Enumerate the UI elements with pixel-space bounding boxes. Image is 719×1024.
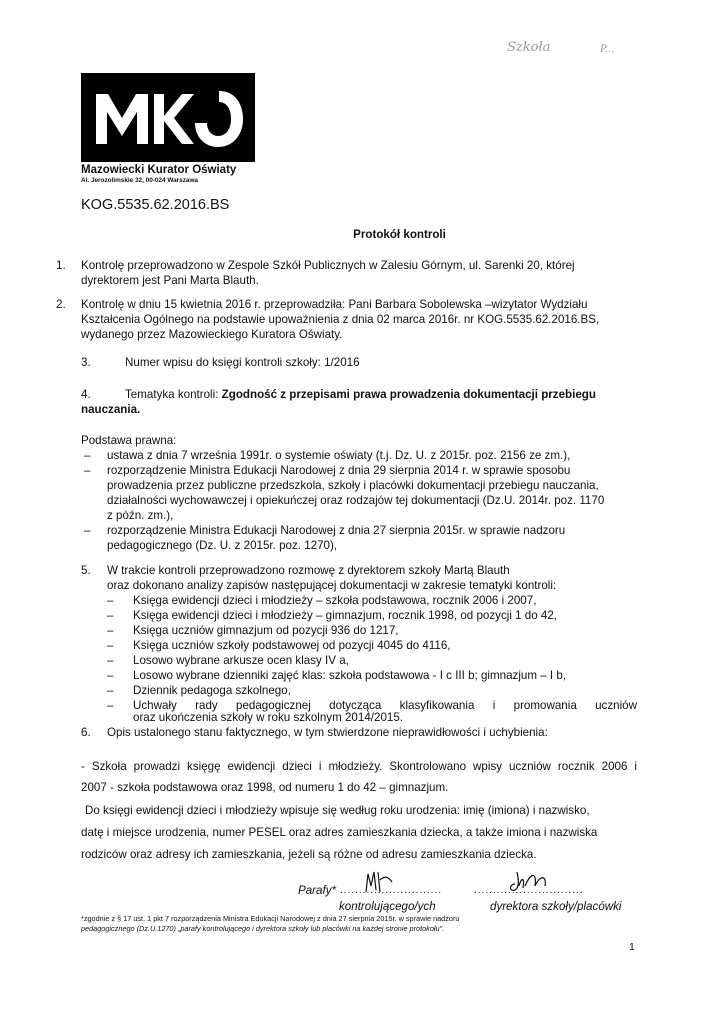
mko-logo bbox=[81, 73, 255, 162]
doc-dash-2: – bbox=[107, 609, 114, 622]
handwritten-note-2: P... bbox=[600, 44, 615, 55]
item-4-number: 4. bbox=[81, 388, 91, 401]
dash-3: – bbox=[84, 524, 91, 537]
item-4-label: Tematyka kontroli: bbox=[125, 388, 222, 401]
doc-dash-3: – bbox=[107, 624, 114, 637]
document-title: Protokół kontroli bbox=[353, 228, 446, 241]
legal-basis-2-line-3: działalności wychowawczej i opiekuńczej oraz rodzajów tej dokumentacji (Dz.U. 2014r. poz. 1170 bbox=[107, 494, 605, 507]
doc-dash-4: – bbox=[107, 639, 114, 652]
item-1-line-1: Kontrolę przeprowadzono w Zespole Szkół Publicznych w Zalesiu Górnym, ul. Sarenki 20, której bbox=[81, 259, 575, 272]
handwritten-note: Szkoła bbox=[507, 40, 551, 55]
legal-basis-2-line-2: prowadzenia przez publiczne przedszkola, szkoły i placówki dokumentacji przebiegu nauczania, bbox=[107, 479, 599, 492]
doc-item-1: Księga ewidencji dzieci i młodzieży – szkoła podstawowa, rocznik 2006 i 2007, bbox=[133, 594, 537, 607]
org-name: Mazowiecki Kurator Oświaty bbox=[81, 164, 237, 176]
signature-caption-director: dyrektora szkoły/placówki bbox=[490, 900, 622, 913]
item-5-line-2: oraz dokonano analizy zapisów następującej dokumentacji w zakresie tematyki kontroli: bbox=[107, 579, 557, 592]
item-2-number: 2. bbox=[56, 298, 66, 311]
body-p1-line-2: 2007 - szkoła podstawowa oraz 1998, od numeru 1 do 42 – gimnazjum. bbox=[81, 781, 449, 794]
item-6-number: 6. bbox=[81, 726, 91, 739]
body-p1-line-1: - Szkoła prowadzi księgę ewidencji dzieci i młodzieży. Skontrolowano wpisy uczniów rocznik 2006 i bbox=[81, 760, 637, 773]
doc-item-2: Księga ewidencji dzieci i młodzieży – gimnazjum, rocznik 1998, od pozycji 1 do 42, bbox=[133, 609, 558, 622]
item-4-line-2: nauczania. bbox=[81, 403, 141, 416]
footnote-line-1: *zgodnie z § 17 ust. 1 pkt 7 rozporządzenia Ministra Edukacji Narodowej z dnia 27 sierpnia 2015r. w sprawie nadzoru bbox=[81, 914, 460, 923]
item-2-line-3: wydanego przez Mazowieckiego Kuratora Oświaty. bbox=[81, 328, 343, 341]
doc-dash-5: – bbox=[107, 654, 114, 667]
item-4-line-1 bbox=[125, 388, 596, 403]
item-4-topic: Zgodność z przepisami prawa prowadzenia dokumentacji przebiegu bbox=[221, 388, 596, 401]
signature-line-2: ............................. bbox=[474, 885, 584, 896]
doc-dash-6: – bbox=[107, 669, 114, 682]
mko-logo-graphic bbox=[86, 78, 248, 155]
body-p2-line-3: rodziców oraz adresy ich zamieszkania, jeżeli są różne od adresu zamieszkania dziecka. bbox=[81, 848, 537, 861]
footnote-line-2: pedagogicznego (Dz.U.1270) „parafy kontrolującego i dyrektora szkoły lub placówki na każdej stronie protokołu". bbox=[81, 924, 445, 933]
doc-item-6: Losowo wybrane dzienniki zajęć klas: szkoła podstawowa - I c III b; gimnazjum – I b, bbox=[133, 669, 567, 682]
item-1-number: 1. bbox=[56, 259, 66, 272]
doc-dash-1: – bbox=[107, 594, 114, 607]
page-number: 1 bbox=[629, 941, 635, 953]
item-1-line-2: dyrektorem jest Pani Marta Blauth. bbox=[81, 274, 259, 287]
signature-caption-inspector: kontrolującego/ych bbox=[339, 900, 436, 913]
doc-item-8: Uchwały rady pedagogicznej dotycząca klasyfikowania i promowania uczniów bbox=[133, 699, 637, 712]
doc-item-7: Dziennik pedagoga szkolnego, bbox=[133, 684, 291, 697]
item-3-number: 3. bbox=[81, 356, 91, 369]
dash-1: – bbox=[84, 449, 91, 462]
org-address: Al. Jerozolimskie 32, 00-024 Warszawa bbox=[81, 177, 198, 184]
doc-item-9: oraz ukończenia szkoły w roku szkolnym 2014/2015. bbox=[133, 711, 404, 724]
item-5-number: 5. bbox=[81, 564, 91, 577]
body-p2-line-2: datę i miejsce urodzenia, numer PESEL oraz adres zamieszkania dziecka, a także imiona i nazwiska bbox=[81, 826, 598, 839]
doc-dash-8: – bbox=[107, 699, 114, 712]
item-2-line-2: Kształcenia Ogólnego na podstawie upoważnienia z dnia 02 marca 2016r. nr KOG.5535.62.2016.BS, bbox=[81, 313, 600, 326]
signature-line-1: ........................... bbox=[340, 885, 443, 896]
initials-director-mark bbox=[505, 866, 553, 896]
dash-2: – bbox=[84, 464, 91, 477]
doc-item-3: Księga uczniów gimnazjum od pozycji 936 do 1217, bbox=[133, 624, 399, 637]
legal-basis-heading: Podstawa prawna: bbox=[81, 434, 177, 447]
doc-item-4: Księga uczniów szkoły podstawowej od pozycji 4045 do 4116, bbox=[133, 639, 451, 652]
doc-dash-7: – bbox=[107, 684, 114, 697]
doc-item-5: Losowo wybrane arkusze ocen klasy IV a, bbox=[133, 654, 349, 667]
item-2-line-1: Kontrolę w dniu 15 kwietnia 2016 r. przeprowadziła: Pani Barbara Sobolewska –wizytator Wydziału bbox=[81, 298, 588, 311]
legal-basis-1: ustawa z dnia 7 września 1991r. o systemie oświaty (t.j. Dz. U. z 2015r. poz. 2156 ze zm.), bbox=[107, 449, 571, 462]
legal-basis-2-line-1: rozporządzenie Ministra Edukacji Narodowej z dnia 29 sierpnia 2014 r. w sprawie sposobu bbox=[107, 464, 571, 477]
item-3-text: Numer wpisu do księgi kontroli szkoły: 1/2016 bbox=[125, 356, 360, 369]
legal-basis-3-line-2: pedagogicznego (Dz. U. z 2015r. poz. 1270), bbox=[107, 539, 338, 552]
item-5-line-1: W trakcie kontroli przeprowadzono rozmowę z dyrektorem szkoły Martą Blauth bbox=[107, 564, 510, 577]
legal-basis-2-line-4: z późn. zm.), bbox=[107, 509, 174, 522]
body-p2-line-1: Do księgi ewidencji dzieci i młodzieży wpisuje się według roku urodzenia: imię (imiona) i nazwisko, bbox=[85, 804, 590, 817]
initials-inspector-mark bbox=[362, 868, 402, 896]
item-6-text: Opis ustalonego stanu faktycznego, w tym stwierdzone nieprawidłowości i uchybienia: bbox=[107, 726, 548, 739]
legal-basis-3-line-1: rozporządzenie Ministra Edukacji Narodowej z dnia 27 sierpnia 2015r. w sprawie nadzoru bbox=[107, 524, 566, 537]
signature-label: Parafy* bbox=[298, 884, 337, 897]
reference-number: KOG.5535.62.2016.BS bbox=[81, 197, 230, 213]
